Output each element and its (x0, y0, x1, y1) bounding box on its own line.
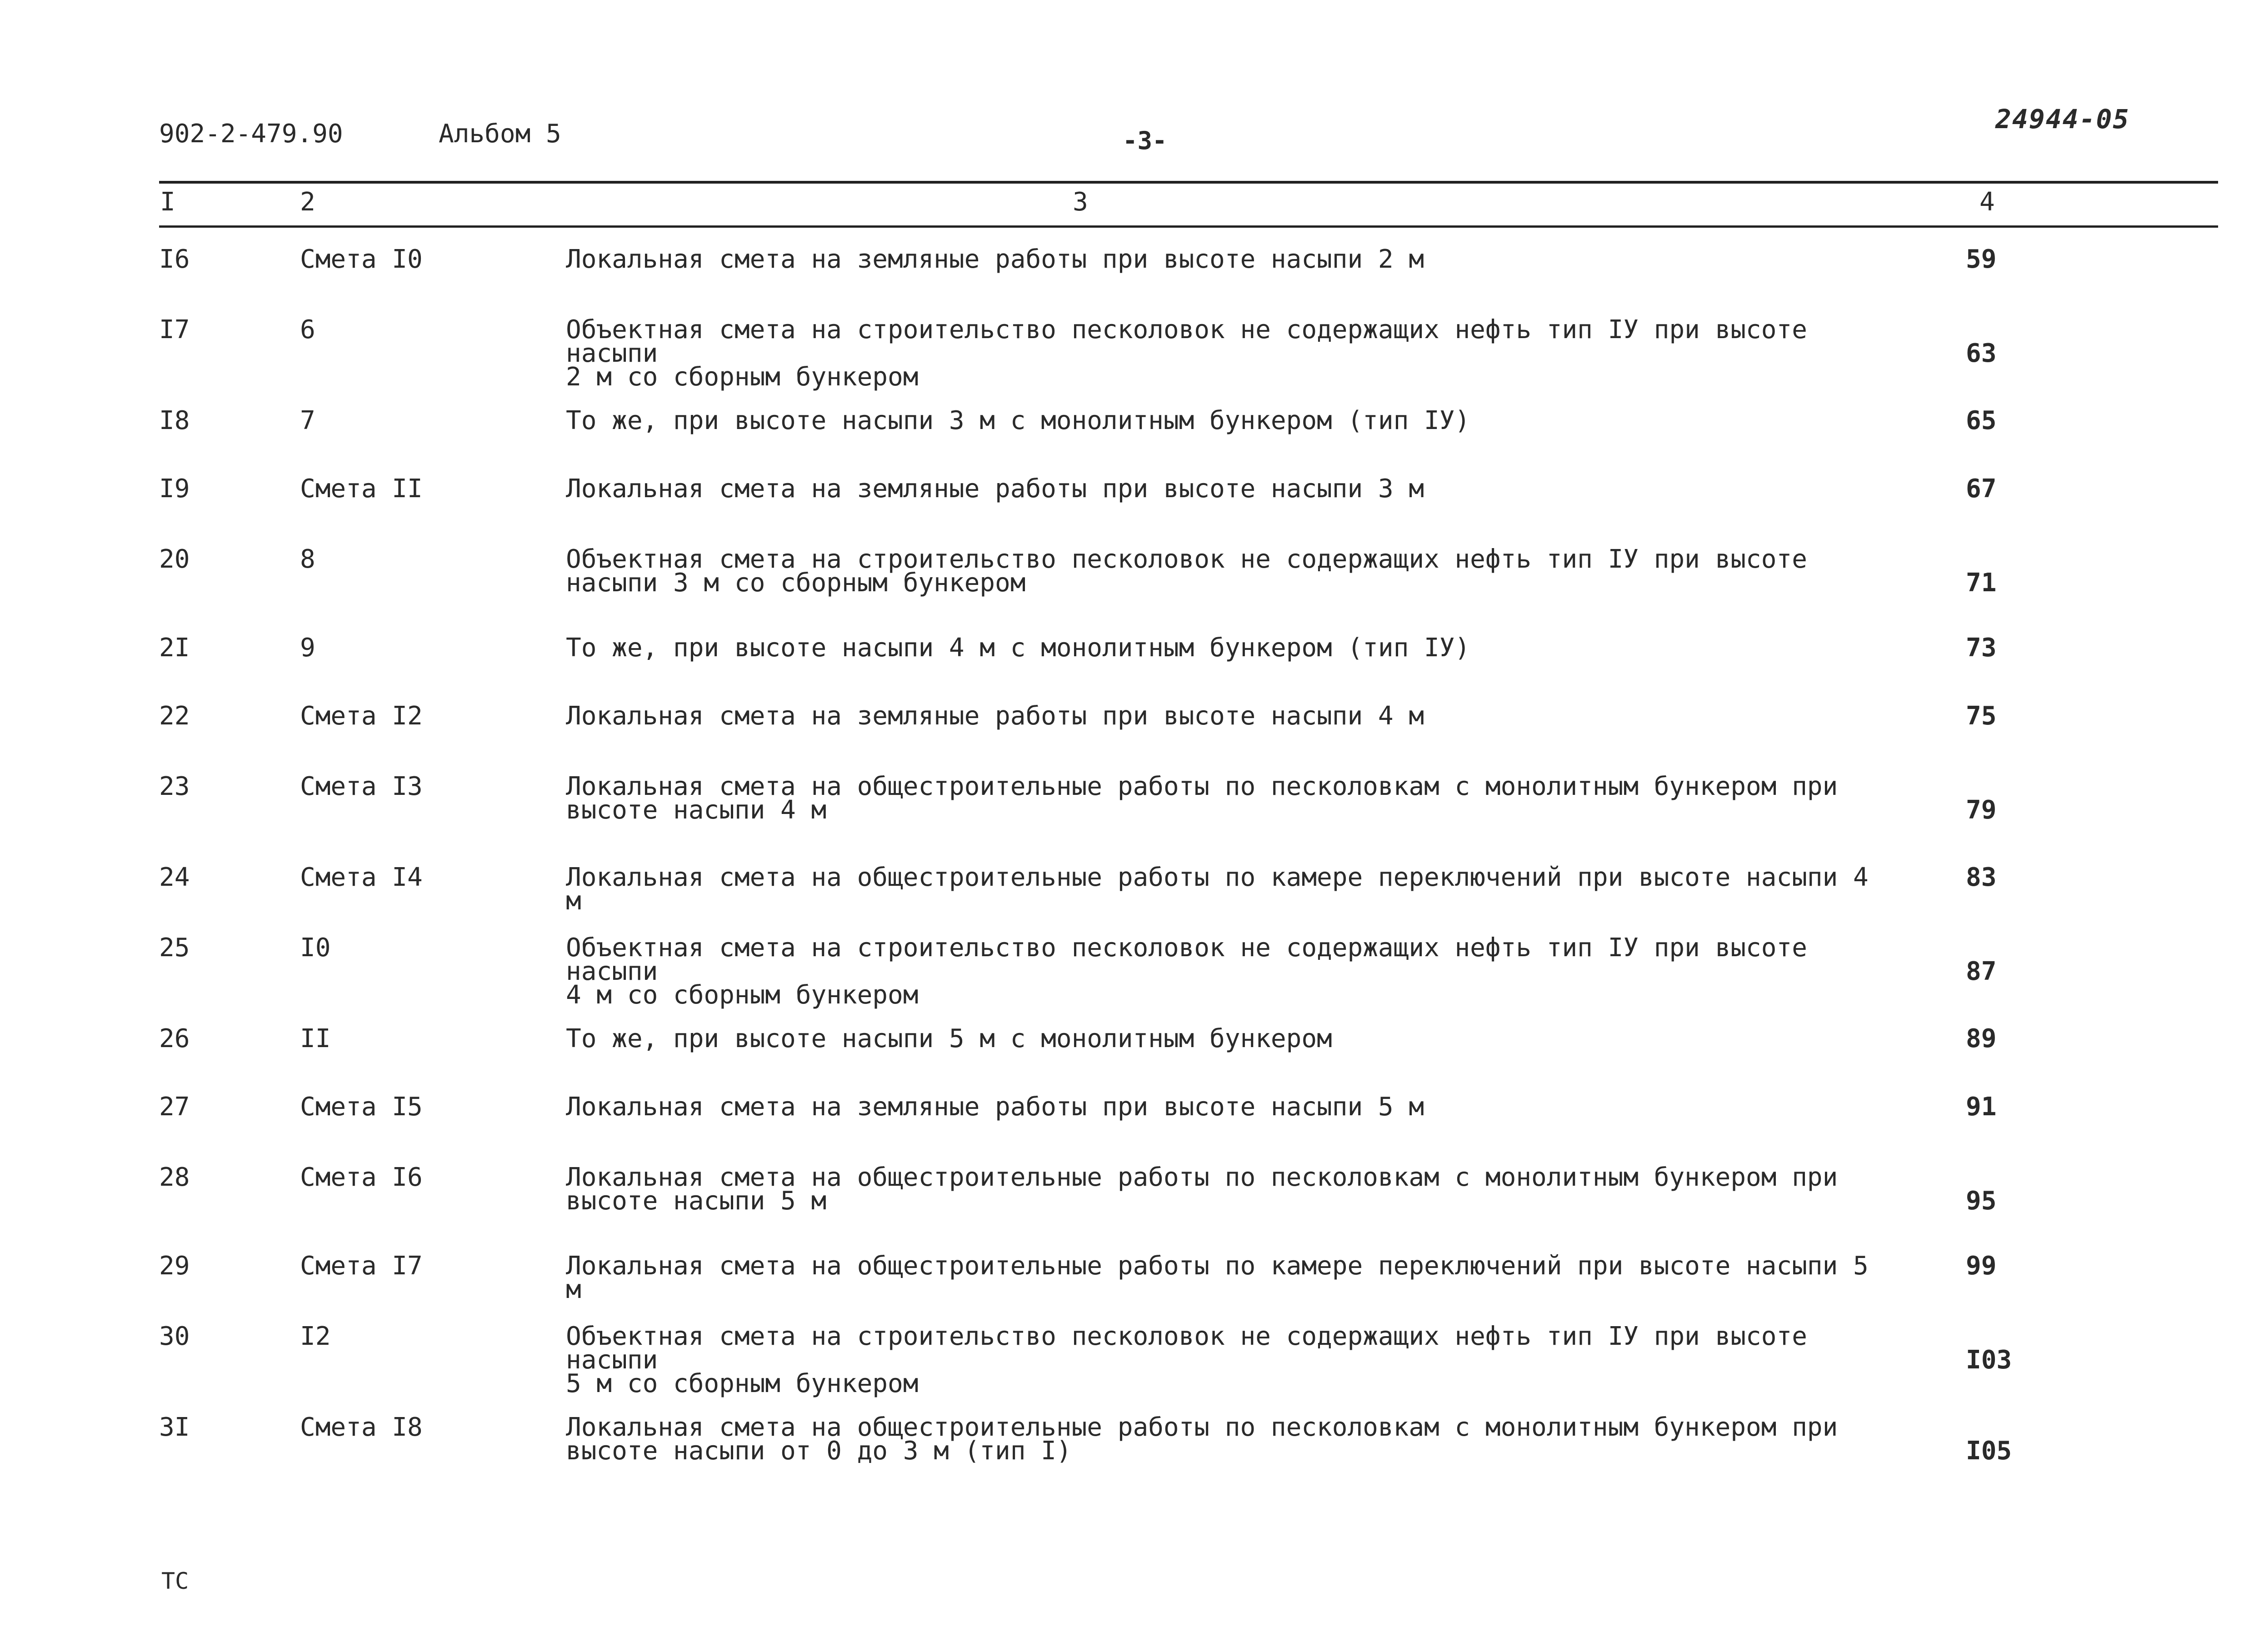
row-page: 73 (1966, 633, 1997, 663)
row-page: 95 (1966, 1186, 1997, 1216)
row-document: Смета I4 (300, 863, 423, 892)
row-page: 63 (1966, 339, 1997, 368)
row-page: 71 (1966, 568, 1997, 598)
row-number: 20 (159, 544, 190, 574)
row-title: То же, при высоте насыпи 3 м с монолитным бункером (тип IУ) (566, 406, 1470, 435)
row-document: Смета I8 (300, 1412, 423, 1442)
row-document: I2 (300, 1322, 331, 1351)
row-title: Локальная смета на земляные работы при высоте насыпи 5 м (566, 1092, 1424, 1122)
row-title: Локальная смета на земляные работы при высоте насыпи 4 м (566, 701, 1424, 731)
column-header-1: I (160, 187, 175, 217)
row-document: 9 (300, 633, 315, 663)
row-title: Объектная смета на строительство песколовок не содержащих нефть тип IУ при высоте насыпи 4 м со сборным бункером (566, 933, 1807, 1010)
row-title: Локальная смета на земляные работы при высоте насыпи 2 м (566, 245, 1424, 274)
document-code: 902-2-479.90 (159, 119, 343, 149)
footer-mark: ТС (161, 1568, 189, 1594)
column-header-4: 4 (1979, 187, 1995, 217)
row-title: Локальная смета на общестроительные работы по камере переключений при высоте насыпи 4 м (566, 863, 1869, 916)
row-title: Локальная смета на общестроительные работы по камере переключений при высоте насыпи 5 м (566, 1251, 1869, 1304)
row-page: 89 (1966, 1024, 1997, 1053)
row-number: I7 (159, 315, 190, 344)
row-number: 30 (159, 1322, 190, 1351)
row-number: 24 (159, 863, 190, 892)
row-number: 25 (159, 933, 190, 963)
column-header-3: 3 (1073, 187, 1088, 217)
row-page: 99 (1966, 1251, 1997, 1281)
row-number: 23 (159, 772, 190, 801)
row-page: 87 (1966, 957, 1997, 986)
row-number: I6 (159, 245, 190, 274)
row-number: I9 (159, 474, 190, 504)
row-title: То же, при высоте насыпи 5 м с монолитным бункером (566, 1024, 1332, 1053)
row-number: 28 (159, 1163, 190, 1192)
table-header-rule (159, 225, 2218, 228)
row-number: I8 (159, 406, 190, 435)
row-document: 8 (300, 544, 315, 574)
row-title: Локальная смета на общестроительные работы по песколовкам с монолитным бункером при высоте насыпи 4 м (566, 772, 1838, 825)
album-label: Альбом 5 (439, 119, 561, 149)
row-number: 26 (159, 1024, 190, 1053)
row-page: I05 (1966, 1436, 2012, 1466)
row-page: I03 (1966, 1345, 2012, 1375)
row-number: 3I (159, 1412, 190, 1442)
row-document: Смета I3 (300, 772, 423, 801)
row-title: Локальная смета на общестроительные работы по песколовкам с монолитным бункером при высоте насыпи от 0 до 3 м (тип I) (566, 1412, 1838, 1466)
row-document: 6 (300, 315, 315, 344)
row-document: Смета I7 (300, 1251, 423, 1281)
row-page: 59 (1966, 245, 1997, 274)
row-number: 27 (159, 1092, 190, 1122)
row-title: То же, при высоте насыпи 4 м с монолитным бункером (тип IУ) (566, 633, 1470, 663)
row-document: Смета I0 (300, 245, 423, 274)
row-page: 91 (1966, 1092, 1997, 1122)
row-title: Объектная смета на строительство песколовок не содержащих нефть тип IУ при высоте насыпи 3 м со сборным бункером (566, 544, 1807, 598)
row-number: 29 (159, 1251, 190, 1281)
row-document: Смета I6 (300, 1163, 423, 1192)
row-document: 7 (300, 406, 315, 435)
row-document: Смета I5 (300, 1092, 423, 1122)
row-number: 2I (159, 633, 190, 663)
row-document: I0 (300, 933, 331, 963)
row-document: Смета I2 (300, 701, 423, 731)
row-page: 83 (1966, 863, 1997, 892)
row-document: II (300, 1024, 331, 1053)
column-header-2: 2 (300, 187, 315, 217)
table-top-rule (159, 181, 2218, 184)
row-title: Объектная смета на строительство песколовок не содержащих нефть тип IУ при высоте насыпи 5 м со сборным бункером (566, 1322, 1807, 1398)
row-title: Локальная смета на земляные работы при высоте насыпи 3 м (566, 474, 1424, 504)
row-page: 67 (1966, 474, 1997, 504)
row-page: 79 (1966, 795, 1997, 825)
row-document: Смета II (300, 474, 423, 504)
row-title: Локальная смета на общестроительные работы по песколовкам с монолитным бункером при высоте насыпи 5 м (566, 1163, 1838, 1216)
page-number: -3- (1123, 126, 1167, 155)
row-page: 75 (1966, 701, 1997, 731)
row-page: 65 (1966, 406, 1997, 435)
row-number: 22 (159, 701, 190, 731)
row-title: Объектная смета на строительство песколовок не содержащих нефть тип IУ при высоте насыпи 2 м со сборным бункером (566, 315, 1807, 392)
inventory-number: 24944-05 (1995, 104, 2130, 135)
